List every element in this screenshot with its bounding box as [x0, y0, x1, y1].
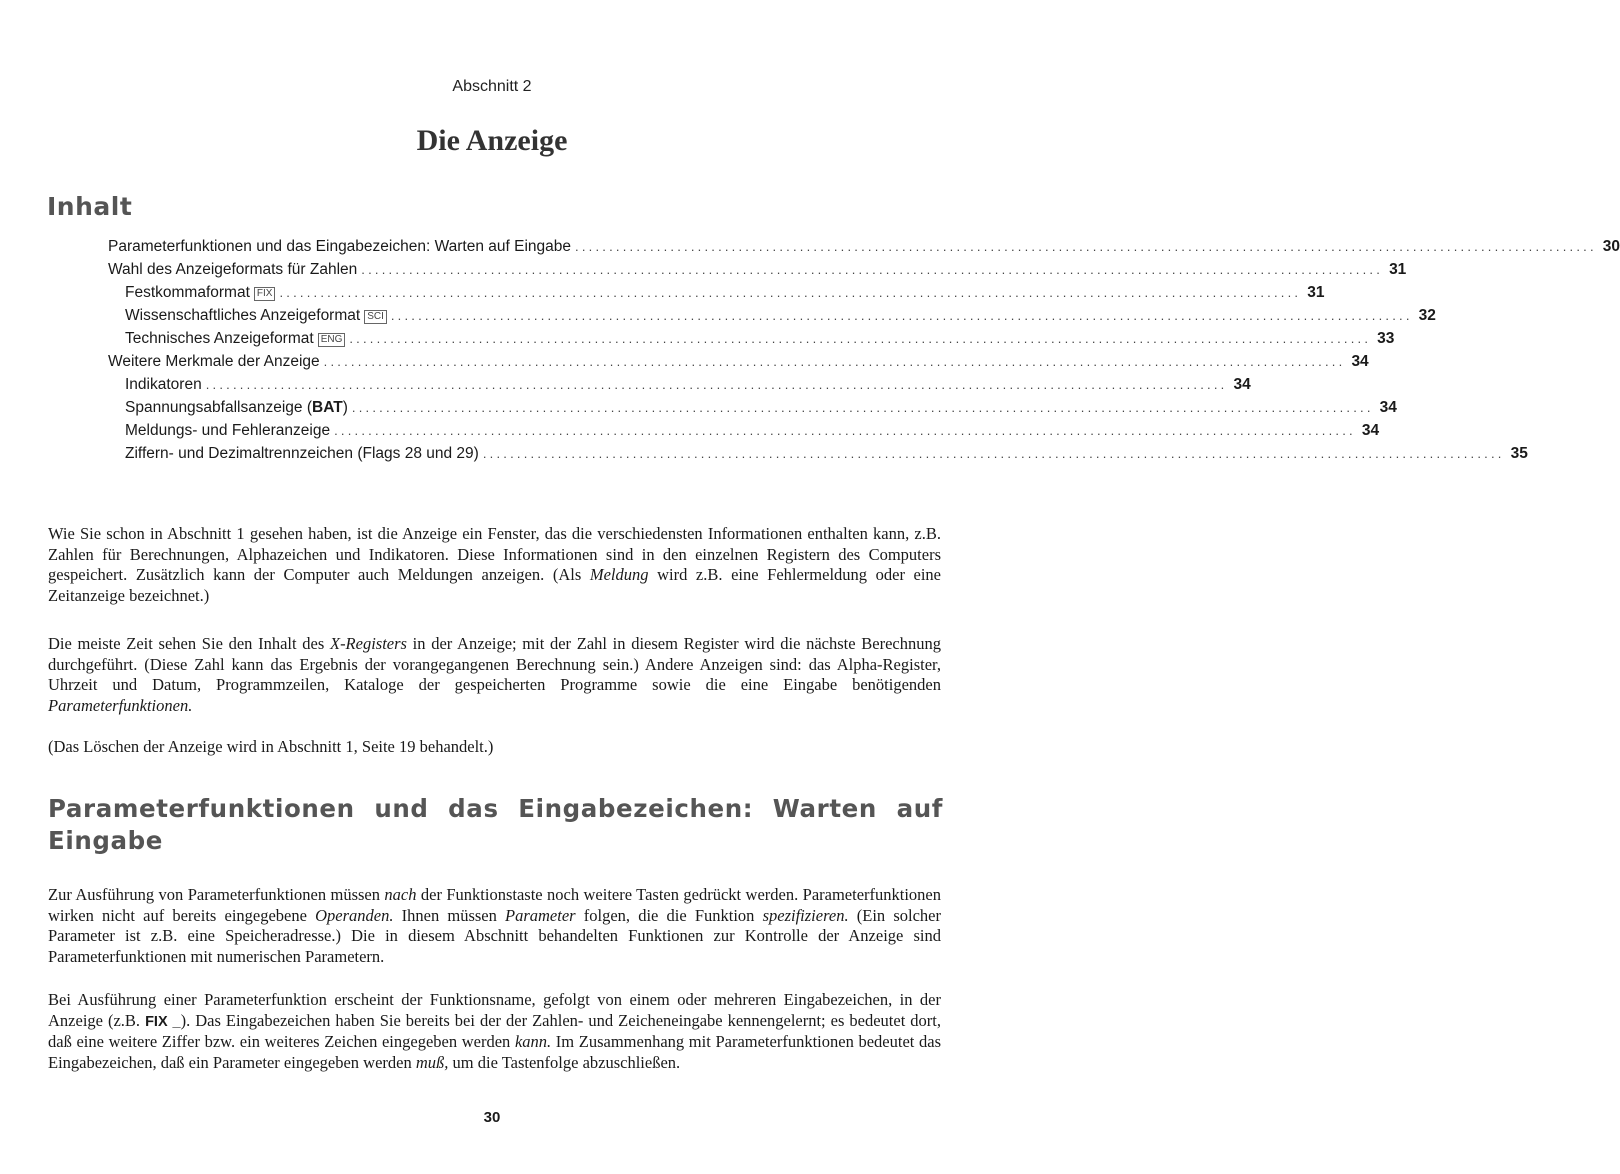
page-number: 30 [483, 1109, 501, 1126]
toc-leader: ...................................................................................................................................................... [390, 308, 1413, 323]
toc-entry-text: ) [342, 399, 348, 416]
eng-key-label: ENG [318, 333, 346, 347]
toc-entry-title [125, 330, 345, 348]
section-label: Abschnitt 2 [452, 78, 532, 95]
toc-entry-text: Wissenschaftliches Anzeigeformat [125, 307, 361, 324]
toc-entry[interactable] [108, 399, 1397, 422]
toc-entry-title: Parameterfunktionen und das Eingabezeichen: Warten auf Eingabe [108, 238, 572, 255]
intro-paragraph-1: Wie Sie schon in Abschnitt 1 gesehen haben, ist die Anzeige ein Fenster, das die verschiedensten Informationen enthalten kann, z.B. Zahlen für Berechnungen, Alphazeichen und Indikatoren. Diese Informationen sind in den einzelnen Registern des Computers gespeichert. Zusätzlich kann der Computer auch Meldungen anzeigen. (Als Meldung wird z.B. eine Fehlermeldung oder eine Zeitanzeige bezeichnet.) [48, 524, 942, 605]
toc-page-number: 34 [1351, 353, 1369, 370]
toc-page-number: 33 [1377, 330, 1395, 347]
toc-entry[interactable] [108, 353, 1369, 376]
intro-paragraph-3: (Das Löschen der Anzeige wird in Abschnitt 1, Seite 19 behandelt.) [48, 737, 494, 756]
toc-page-number: 31 [1389, 261, 1407, 278]
toc-entry-title: Indikatoren [125, 376, 202, 393]
toc-entry-title: Meldungs- und Fehleranzeige [125, 422, 331, 439]
toc-page-number: 34 [1379, 399, 1397, 416]
toc-page-number: 32 [1418, 307, 1436, 324]
toc-page-number: 35 [1510, 445, 1528, 462]
toc-leader: ...................................................................................................................................................... [361, 262, 1384, 277]
fix-display-code: FIX _ [145, 1013, 181, 1030]
toc-entry[interactable] [108, 307, 1436, 330]
toc-entry[interactable] [108, 238, 1620, 261]
toc-entry-text: Festkommaformat [125, 284, 250, 301]
chapter-title: Die Anzeige [416, 124, 568, 157]
toc-entry-title: Ziffern- und Dezimaltrennzeichen (Flags 28 und 29) [125, 445, 479, 462]
toc-entry[interactable] [108, 422, 1380, 445]
toc-entry-title [125, 307, 387, 325]
toc-page-number: 34 [1233, 376, 1251, 393]
toc-entry[interactable] [108, 376, 1251, 399]
intro-paragraph-2: Die meiste Zeit sehen Sie den Inhalt des X-Registers in der Anzeige; mit der Zahl in diesem Register wird die nächste Berechnung durchgeführt. (Diese Zahl kann das Ergebnis der vorangegangenen Berechnung sein.) Andere Anzeigen sind: das Alpha-Register, Uhrzeit und Datum, Programmzeilen, Kataloge der gespeicherten Programme sowie die eine Eingabe benötigenden Parameterfunktionen. [48, 634, 941, 715]
section-paragraph-2: Bei Ausführung einer Parameterfunktion erscheint der Funktionsname, gefolgt von einem oder mehreren Eingabezeichen, in der Anzeige (z.B. FIX _). Das Eingabezeichen haben Sie bereits bei der der Zahlen- und Zeicheneingabe kennengelernt; es bedeutet dort, daß eine weitere Ziffer bzw. ein weiteres Zeichen eingegeben werden kann. Im Zusammenhang mit Parameterfunktionen bedeutet das Eingabezeichen, daß ein Parameter eingegeben werden muß, um die Tastenfolge abzuschließen. [48, 990, 941, 1072]
toc-entry-title [125, 284, 275, 302]
toc-leader: ...................................................................................................................................................... [323, 354, 1346, 369]
toc-entry[interactable] [108, 261, 1407, 284]
toc-entry-text: Spannungsabfallsanzeige ( [125, 399, 312, 416]
toc-page-number: 30 [1602, 238, 1620, 255]
toc-leader: ...................................................................................................................................................... [351, 400, 1374, 415]
toc-entry-title [125, 399, 348, 417]
toc-leader: ...................................................................................................................................................... [349, 331, 1372, 346]
toc-leader: ...................................................................................................................................................... [205, 377, 1228, 392]
contents-heading: Inhalt [47, 192, 133, 221]
toc-entry-text: Technisches Anzeigeformat [125, 330, 314, 347]
toc-leader: ...................................................................................................................................................... [575, 239, 1597, 254]
toc-leader: ...................................................................................................................................................... [334, 423, 1356, 438]
toc-entry[interactable] [108, 284, 1325, 307]
toc-leader: ...................................................................................................................................................... [279, 285, 1302, 300]
toc-page-number: 34 [1361, 422, 1380, 439]
section-paragraph-1: Zur Ausführung von Parameterfunktionen müssen nach der Funktionstaste noch weitere Tasten gedrückt werden. Parameterfunktionen wirken nicht auf bereits eingegebene Operanden. Ihnen müssen Parameter folgen, die die Funktion spezifizieren. (Ein solcher Parameter ist z.B. eine Speicheradresse.) Die in diesem Abschnitt behandelten Funktionen zur Kontrolle der Anzeige sind Parameterfunktionen mit numerischen Parametern. [48, 885, 942, 966]
toc-entry[interactable] [108, 330, 1395, 353]
bat-indicator-label: BAT [312, 399, 343, 416]
toc-leader: ...................................................................................................................................................... [482, 446, 1505, 461]
toc-entry-title: Wahl des Anzeigeformats für Zahlen [108, 261, 358, 278]
sci-key-label: SCI [364, 310, 387, 324]
section-heading: Parameterfunktionen und das Eingabezeichen: Warten auf Eingabe [48, 794, 943, 855]
toc-page-number: 31 [1307, 284, 1325, 301]
fix-key-label: FIX [254, 287, 276, 301]
toc-entry[interactable] [108, 445, 1528, 468]
table-of-contents [108, 238, 1620, 468]
toc-entry-title: Weitere Merkmale der Anzeige [108, 353, 320, 370]
